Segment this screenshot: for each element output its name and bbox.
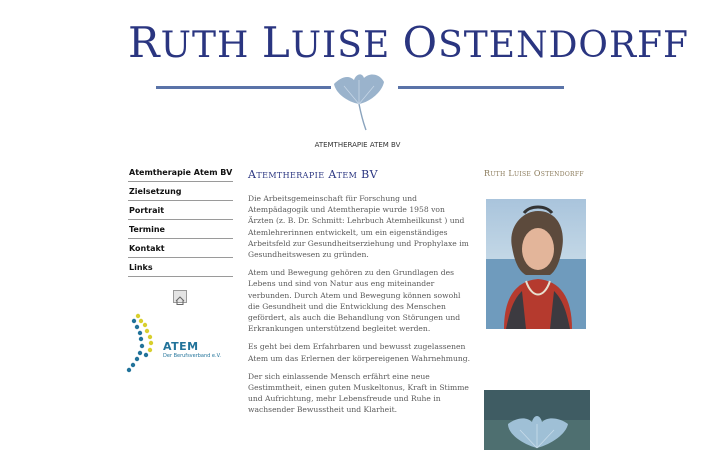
atem-logo-word: ATEM <box>163 340 199 353</box>
page-heading: Atemtherapie Atem BV <box>248 168 378 181</box>
content-paragraph: Der sich einlassende Mensch erfährt eine neue Gestimmtheit, einen guten Muskeltonus, Kraft in Stimme und Aufrichtung, mehr Lebensfreude und Ruhe in wachsender Bewusstheit und Klarheit. <box>248 371 469 415</box>
atem-logo-tagline: Der Berufsverband e.V. <box>163 353 221 359</box>
site-subtitle: ATEMTHERAPIE ATEM BV <box>314 141 401 149</box>
nav-item-portrait[interactable]: Portrait <box>128 204 233 220</box>
header-rule-right <box>398 86 564 89</box>
site-title: RUTH LUISE OSTENDORFF <box>128 18 690 67</box>
content-paragraph: Atem und Bewegung gehören zu den Grundlagen des Lebens und sind von Natur aus eng miteinander verbunden. Durch Atem und Bewegung können sowohl die Gesundheit und die Entwicklung des Menschen gefördert, als auch die Behandlung von Störungen und Erkrankungen unterstützend begleitet werden. <box>248 268 461 334</box>
ginkgo-photo <box>484 390 590 450</box>
main-navigation <box>128 166 233 280</box>
nav-item-termine[interactable]: Termine <box>128 223 233 239</box>
nav-item-atemtherapie[interactable]: Atemtherapie Atem BV <box>128 166 233 182</box>
content-paragraph: Es geht bei dem Erfahrbaren und bewusst zugelassenen Atem um das Erlernen der körpereigenen Wahrnehmung. <box>248 342 471 363</box>
nav-item-zielsetzung[interactable]: Zielsetzung <box>128 185 233 201</box>
header-rule-left <box>156 86 331 89</box>
ginkgo-leaf-icon <box>330 68 388 132</box>
sidebar-title: Ruth Luise Ostendorff <box>484 169 584 178</box>
nav-item-links[interactable]: Links <box>128 261 233 277</box>
home-icon[interactable] <box>173 290 187 303</box>
portrait-photo <box>486 199 586 329</box>
content-paragraph: Die Arbeitsgemeinschaft für Forschung und Atempädagogik und Atemtherapie wurde 1958 von Ärzten (z. B. Dr. Schmitt: Lehrbuch Atemheilkunst ) und Atemlehrerinnen entwickelt, um ein eigenständiges Arbeitsfeld zur Gesundheitserziehung und Prophylaxe im Gesundheitswesen zu gründen. <box>248 194 469 260</box>
main-content <box>248 168 472 423</box>
nav-item-kontakt[interactable]: Kontakt <box>128 242 233 258</box>
